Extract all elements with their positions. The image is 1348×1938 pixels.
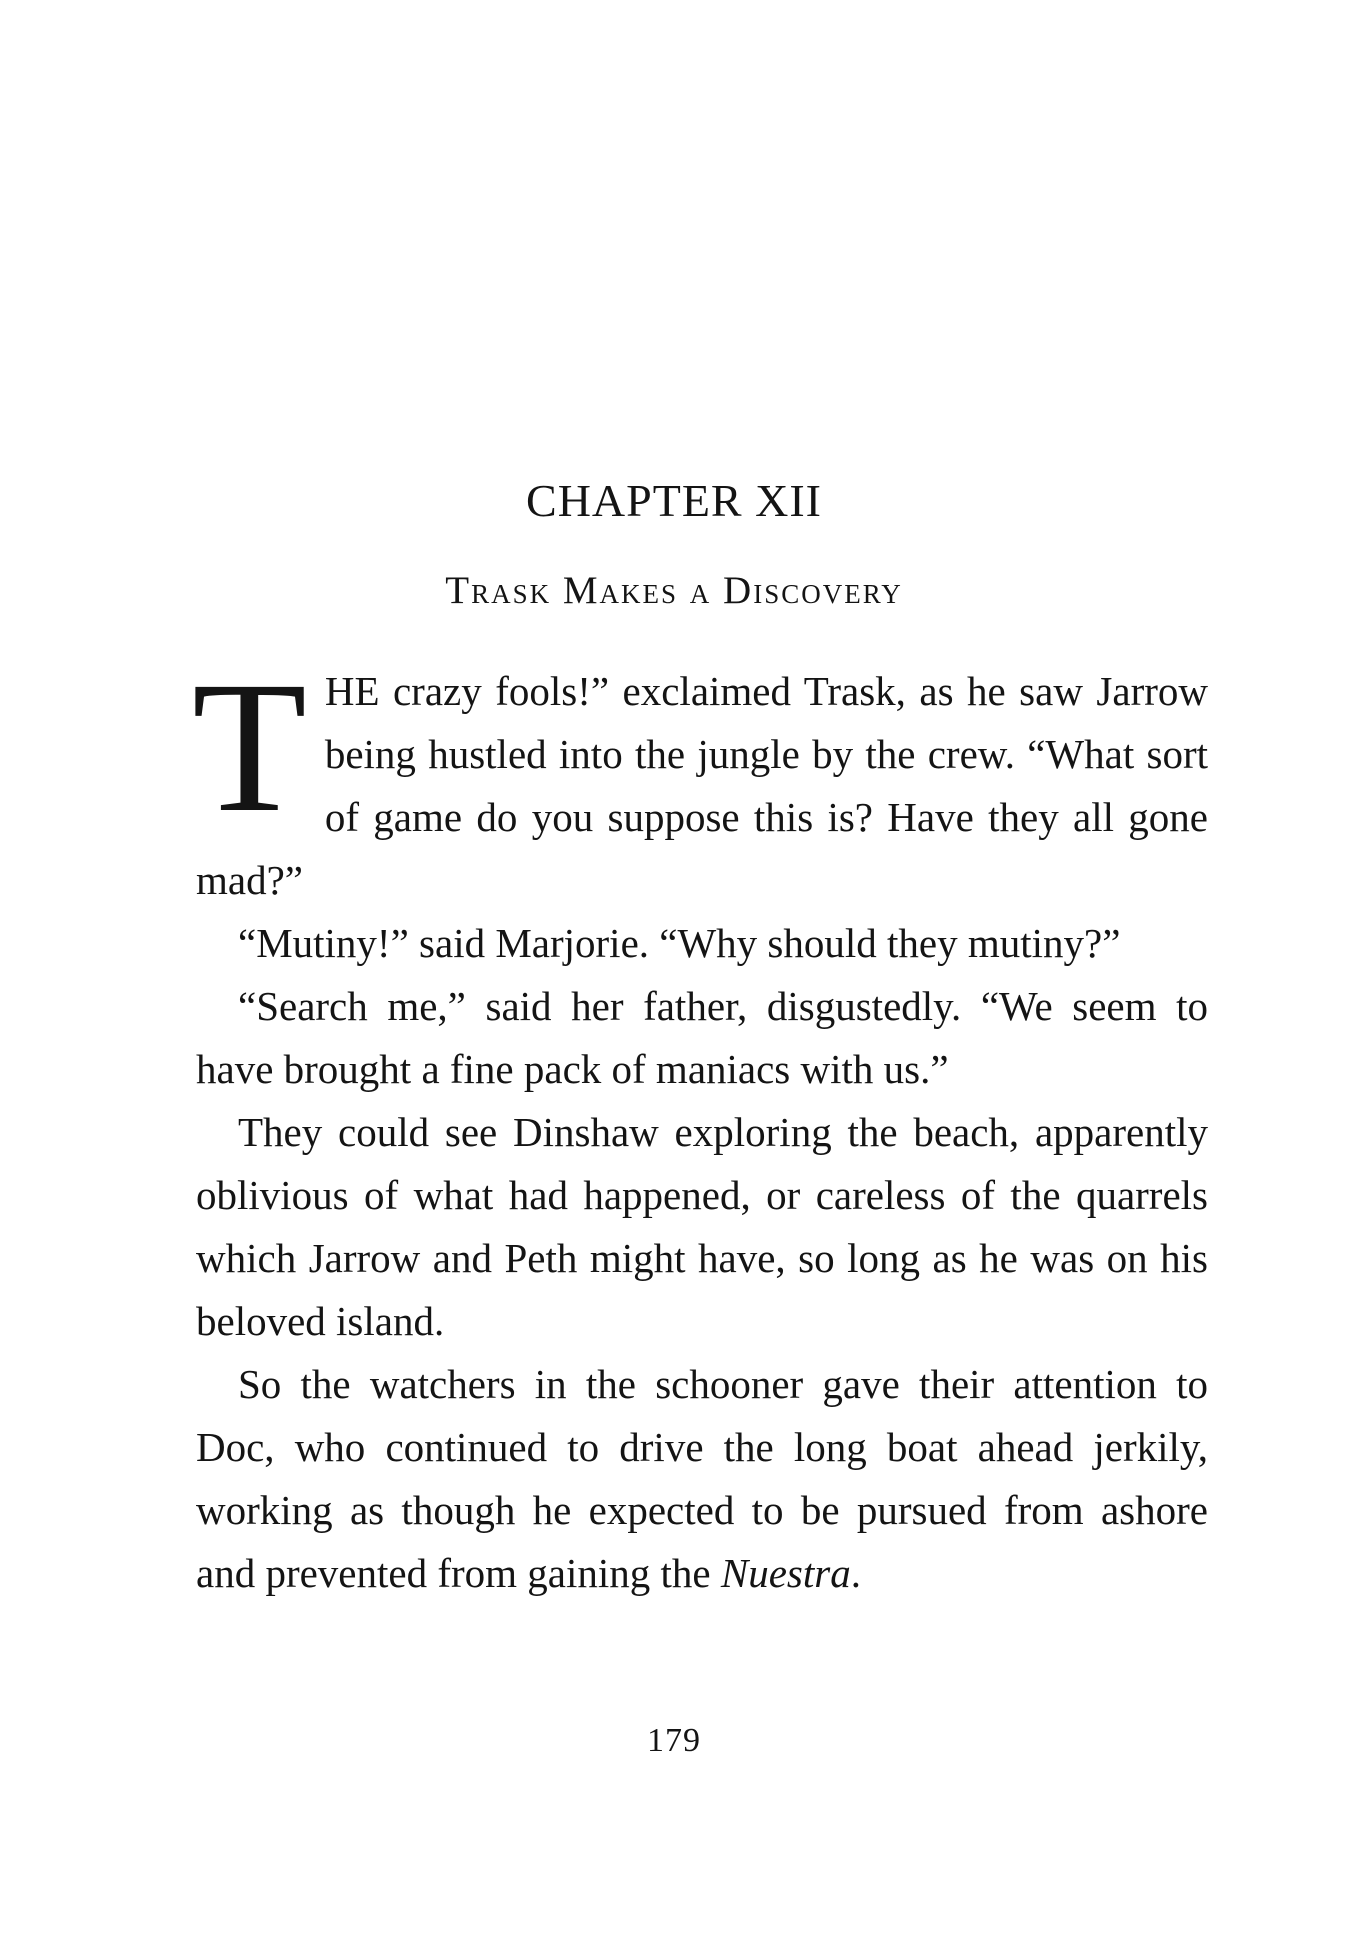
paragraph-5-text: So the watchers in the schooner gave their attention to Doc, who continued to drive the long boat ahead jerkily, working as though he expected to be pursued from ashore and prevented from gaining the xyxy=(196,1361,1208,1596)
ship-name: Nuestra xyxy=(720,1550,851,1596)
paragraph-1-text: crazy fools!” exclaimed Trask, as he saw Jarrow being hustled into the jungle by the crew. “What sort of game do you suppose this is? Have they all gone mad?” xyxy=(196,668,1208,903)
paragraph-3: “Search me,” said her father, disgustedly. “We seem to have brought a fine pack of maniacs with us.” xyxy=(196,983,1208,1092)
paragraph-2: “Mutiny!” said Marjorie. “Why should they mutiny?” xyxy=(238,920,1121,966)
paragraph-5 xyxy=(196,1353,1208,1605)
page-number: 179 xyxy=(647,1722,701,1759)
chapter-heading: CHAPTER XII xyxy=(526,475,822,526)
drop-cap: T xyxy=(192,642,307,851)
body-text xyxy=(192,642,1208,1605)
paragraph-4: They could see Dinshaw exploring the beach, apparently oblivious of what had happened, or careless of the quarrels which Jarrow and Peth might have, so long as he was on his beloved island. xyxy=(196,1109,1208,1344)
lead-caps: HE xyxy=(324,668,380,714)
paragraph-5-end: . xyxy=(850,1550,861,1596)
paragraph-1 xyxy=(192,642,1208,912)
chapter-title: Trask Makes a Discovery xyxy=(445,569,903,612)
